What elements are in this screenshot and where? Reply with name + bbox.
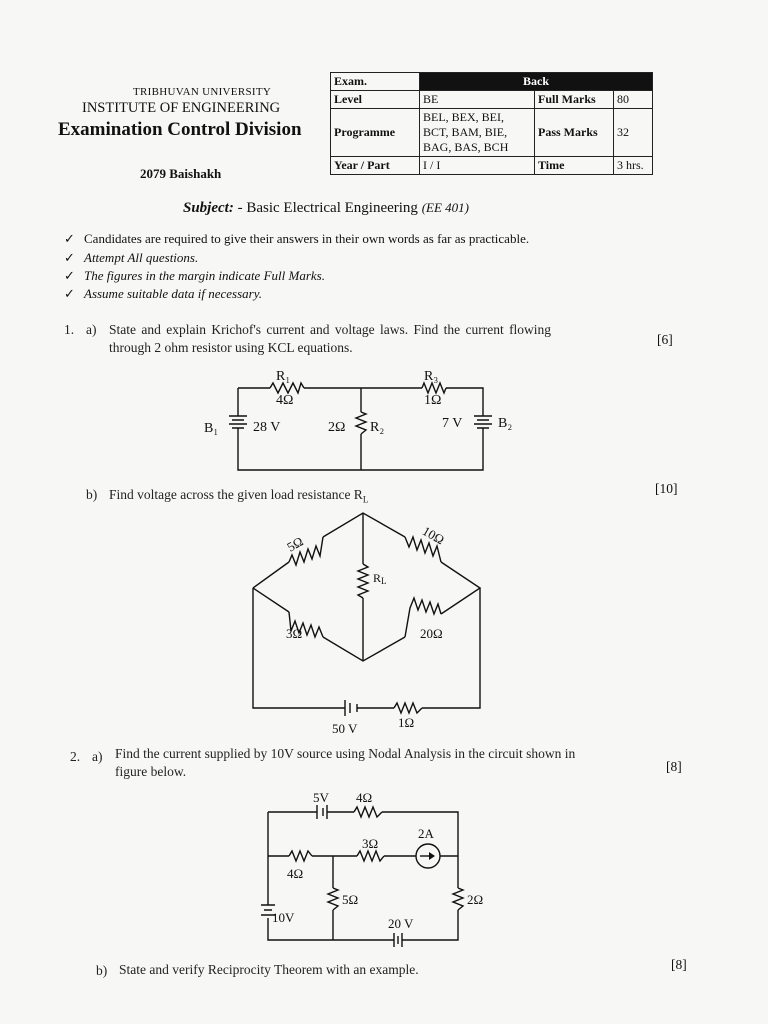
exam-label: Exam. [331,73,420,91]
subject-name: - Basic Electrical Engineering [237,200,418,216]
question-part: a) [92,749,103,764]
question-number: 2. [70,749,81,764]
university-name: TRIBHUVAN UNIVERSITY [133,86,272,98]
exam-type: Back [420,73,653,91]
question-marks: [8] [666,759,682,774]
institute-name: INSTITUTE OF ENGINEERING [82,100,281,116]
exam-session: 2079 Baishakh [140,166,222,181]
b2-voltage: 7 V [442,416,463,431]
instruction-text: The figures in the margin indicate Full Marks. [84,268,325,283]
check-icon: ✓ [64,250,75,265]
check-icon: ✓ [64,231,75,246]
pass-marks-value: 32 [614,109,653,157]
instruction-text: Attempt All questions. [84,250,199,265]
instruction-text: Assume suitable data if necessary. [84,286,263,301]
pass-marks-label: Pass Marks [535,109,614,157]
full-marks-value: 80 [614,91,653,109]
question-text-main: Find voltage across the given load resistance R [109,487,363,502]
r3-value: 1Ω [424,393,442,408]
year-part-label: Year / Part [331,157,420,175]
r-right-value: 2Ω [467,892,484,907]
r1-value: 4Ω [276,393,294,408]
question-marks: [6] [657,332,673,347]
r-center-value: 5Ω [342,892,359,907]
division-name: Examination Control Division [58,119,302,140]
source-voltage: 50 V [332,721,358,736]
r-bottom-right-value: 20Ω [420,626,443,641]
r3-name: R₃ [424,369,439,384]
v-top-value: 5V [313,790,329,805]
r-load-name: R [373,571,382,585]
question-part: b) [96,963,108,978]
instruction-text: Candidates are required to give their answers in their own words as far as practicable. [84,231,530,246]
level-label: Level [331,91,420,109]
time-label: Time [535,157,614,175]
b1-label: B₁ [204,421,219,436]
b1-voltage: 28 V [253,420,281,435]
question-text: State and verify Reciprocity Theorem with an example. [119,962,419,977]
subject-code: (EE 401) [421,200,469,215]
r-load-subscript: L [381,576,387,586]
question-text: figure below. [115,764,187,779]
b2-label: B₂ [498,416,513,431]
question-part: a) [86,322,97,337]
r-mid-value: 3Ω [362,836,379,851]
subject-label: Subject: [183,200,234,216]
time-value: 3 hrs. [614,157,653,175]
question-text: through 2 ohm resistor using KCL equations. [109,340,353,355]
check-icon: ✓ [64,286,75,301]
subscript: L [362,494,369,505]
programme-line: BAG, BAS, BCH [423,140,509,154]
r2-value: 2Ω [328,420,346,435]
r-top-value: 4Ω [356,790,373,805]
question-number: 1. [64,322,75,337]
r-bottom-left-value: 3Ω [286,626,303,641]
question-text: State and explain Krichof's current and voltage laws. Find the current flowing [109,322,552,337]
question-part: b) [86,487,98,502]
check-icon: ✓ [64,268,75,283]
v-bottom-value: 20 V [388,916,414,931]
current-source-value: 2A [418,826,434,841]
r-top-right-value: 10Ω [419,523,447,548]
r-left-value: 4Ω [287,866,304,881]
programme-line: BCT, BAM, BIE, [423,125,508,139]
r-top-left-value: 5Ω [284,533,306,555]
question-marks: [8] [671,957,687,972]
question-text: Find the current supplied by 10V source using Nodal Analysis in the circuit shown in [115,746,576,761]
r2-name: R₂ [370,420,385,435]
source-resistance: 1Ω [398,715,415,730]
r1-name: R₁ [276,369,291,384]
programme-line: BEL, BEX, BEI, [423,110,504,124]
year-part-value: I / I [420,157,535,175]
v-left-value: 10V [272,910,295,925]
programme-label: Programme [331,109,420,157]
level-value: BE [420,91,535,109]
full-marks-label: Full Marks [535,91,614,109]
question-marks: [10] [655,481,678,496]
